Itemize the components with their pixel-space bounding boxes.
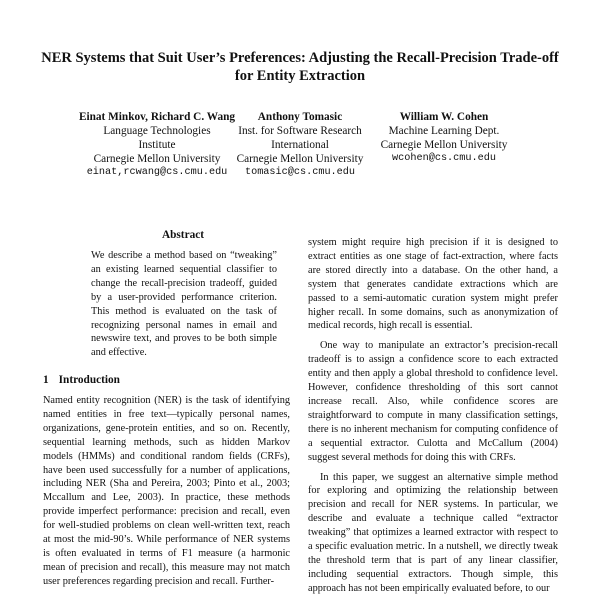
author-block-1 — [62, 110, 252, 180]
author-name: Einat Minkov, Richard C. Wang — [78, 111, 236, 123]
author-name: Anthony Tomasic — [257, 111, 343, 123]
author-email: einat,rcwang@cs.cmu.edu — [86, 167, 228, 178]
author-block-2 — [228, 110, 372, 180]
right-paragraph: One way to manipulate an extractor’s precision-recall tradeoff is to assign a confidence score to each extracted entity and then apply a global threshold to confidence level. However, confidence thresholding of this sort cannot increase recall. Also, while confidence scores are straightforward to compute in many classification settings, there is no inherent mechanism for computing confidence of a sequential extractor. Culotta and McCallum (2004) suggest several methods for doing this with CRFs. — [308, 340, 558, 463]
section-number: 1 — [43, 374, 49, 386]
author-institution: Carnegie Mellon University — [236, 153, 364, 165]
paper-title: NER Systems that Suit User’s Preferences: Adjusting the Recall-Precision Trade-off for Entity Extraction — [41, 50, 559, 84]
abstract-text: We describe a method based on “tweaking” an existing learned sequential classifier to change the recall-precision tradeoff, guided by a user-provided performance criterion. This method is evaluated on the task of recognizing personal names in email and newswire text, and proves to be both simple and effective. — [91, 250, 277, 359]
section-heading — [43, 374, 120, 386]
author-institution: Carnegie Mellon University — [93, 153, 221, 165]
author-affiliation: Language Technologies Institute — [103, 125, 211, 151]
right-paragraph: system might require high precision if it is designed to extract entities as one stage of fact-extraction, where facts are stored directly into a database. On the other hand, a system that generates candidate extractions which are passed to a semi-automatic curation system might prefer higher recall. In some domains, such as anonymization of medical records, high recall is essential. — [308, 237, 558, 332]
author-affiliation: Inst. for Software Research International — [238, 125, 362, 151]
author-block-3 — [372, 110, 516, 166]
author-email: tomasic@cs.cmu.edu — [244, 167, 356, 178]
author-institution: Carnegie Mellon University — [380, 139, 508, 151]
right-paragraph: In this paper, we suggest an alternative simple method for exploring and optimizing the relationship between precision and recall for NER systems. In particular, we describe and evaluate a technique called “extractor tweaking” that optimizes a learned extractor with respect to a specific evaluation metric. In a nutshell, we directly tweak the threshold term that is part of any linear classifier, including sequential extractors. Though simple, this approach has not been empirically evaluated before, to our — [308, 471, 558, 594]
right-column — [308, 236, 558, 602]
intro-left-column-text: Named entity recognition (NER) is the task of identifying named entities in free text—typically personal names, organizations, gene-protein entities, and so on. Recently, sequential learning methods, such as hidden Markov models (HMMs) and conditional random fields (CRFs), have been used successfully for a number of applications, including NER (Sha and Pereira, 2003; Pinto et al., 2003; Mccallum and Lee, 2003). In practice, these methods provide imperfect performance: precision and recall, even for well-studied problems on clean well-written text, reach at most the mid-90’s. While performance of NER systems is often evaluated in terms of F1 measure (a harmonic mean of precision and recall), this measure may not match user preferences regarding precision and recall. Further- — [43, 395, 290, 587]
author-affiliation: Machine Learning Dept. — [388, 125, 500, 137]
section-title: Introduction — [58, 374, 120, 386]
author-email: wcohen@cs.cmu.edu — [392, 153, 496, 164]
abstract-heading: Abstract — [161, 229, 205, 241]
author-name: William W. Cohen — [399, 111, 489, 123]
